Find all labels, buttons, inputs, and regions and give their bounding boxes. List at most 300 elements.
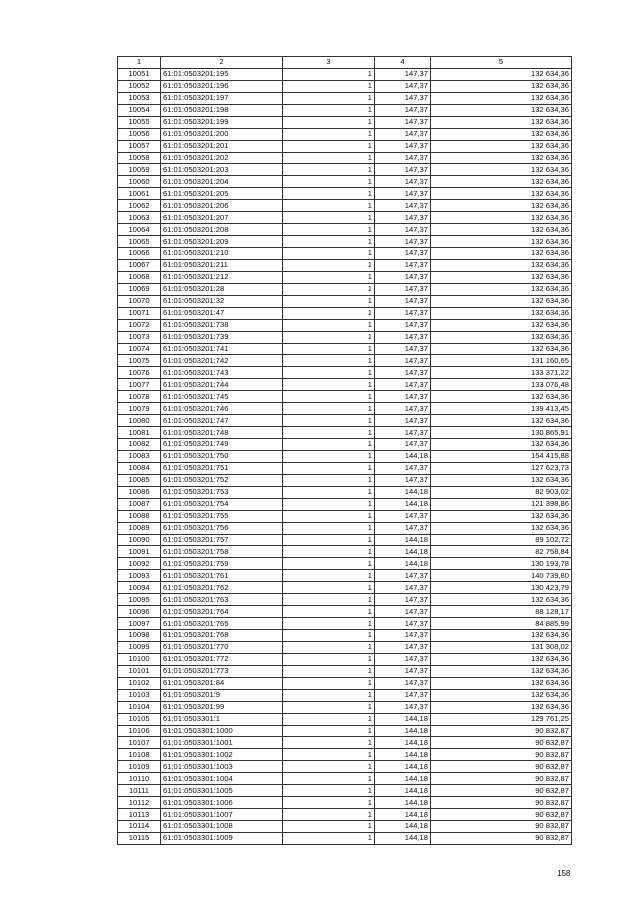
table-cell: 1	[283, 558, 375, 570]
table-cell: 84 885,99	[431, 618, 572, 630]
table-row	[118, 737, 572, 749]
table-cell: 10113	[118, 809, 161, 821]
table-cell: 1	[283, 749, 375, 761]
table-cell: 61:01:0503201:756	[161, 522, 283, 534]
table-cell: 147,37	[375, 462, 431, 474]
table-cell: 82 903,02	[431, 486, 572, 498]
table-cell: 90 832,87	[431, 725, 572, 737]
table-cell: 147,37	[375, 271, 431, 283]
table-cell: 61:01:0503201:752	[161, 474, 283, 486]
table-cell: 1	[283, 367, 375, 379]
table-cell: 147,37	[375, 582, 431, 594]
table-cell: 89 102,72	[431, 534, 572, 546]
table-row	[118, 128, 572, 140]
table-row	[118, 630, 572, 642]
table-cell: 147,37	[375, 92, 431, 104]
table-cell: 147,37	[375, 570, 431, 582]
table-cell: 147,37	[375, 653, 431, 665]
table-cell: 1	[283, 641, 375, 653]
table-cell: 144,18	[375, 832, 431, 844]
table-cell: 147,37	[375, 319, 431, 331]
table-cell: 10082	[118, 439, 161, 451]
table-cell: 132 634,36	[431, 474, 572, 486]
table-body	[118, 68, 572, 844]
table-cell: 10090	[118, 534, 161, 546]
table-cell: 147,37	[375, 188, 431, 200]
table-cell: 144,18	[375, 749, 431, 761]
table-cell: 10055	[118, 116, 161, 128]
table-cell: 61:01:0503201:745	[161, 391, 283, 403]
table-cell: 61:01:0503201:209	[161, 236, 283, 248]
table-cell: 129 761,25	[431, 713, 572, 725]
table-cell: 1	[283, 379, 375, 391]
table-cell: 61:01:0503301:1001	[161, 737, 283, 749]
table-cell: 1	[283, 594, 375, 606]
table-cell: 132 634,36	[431, 391, 572, 403]
table-cell: 61:01:0503201:746	[161, 403, 283, 415]
table-cell: 10057	[118, 140, 161, 152]
table-row	[118, 546, 572, 558]
table-cell: 10068	[118, 271, 161, 283]
table-cell: 10061	[118, 188, 161, 200]
table-cell: 144,18	[375, 773, 431, 785]
table-cell: 10060	[118, 176, 161, 188]
table-cell: 61:01:0503201:753	[161, 486, 283, 498]
table-cell: 1	[283, 653, 375, 665]
table-row	[118, 713, 572, 725]
table-row	[118, 283, 572, 295]
table-cell: 10112	[118, 797, 161, 809]
table-cell: 1	[283, 677, 375, 689]
table-cell: 10102	[118, 677, 161, 689]
table-cell: 144,18	[375, 498, 431, 510]
table-cell: 61:01:0503301:1007	[161, 809, 283, 821]
table-cell: 1	[283, 355, 375, 367]
table-row	[118, 343, 572, 355]
table-cell: 1	[283, 176, 375, 188]
table-cell: 133 076,48	[431, 379, 572, 391]
table-cell: 1	[283, 248, 375, 260]
table-cell: 144,18	[375, 821, 431, 833]
table-cell: 147,37	[375, 701, 431, 713]
table-row	[118, 248, 572, 260]
table-cell: 1	[283, 450, 375, 462]
table-cell: 10111	[118, 785, 161, 797]
table-cell: 1	[283, 665, 375, 677]
table-cell: 132 634,36	[431, 307, 572, 319]
table-cell: 144,18	[375, 450, 431, 462]
table-cell: 147,37	[375, 212, 431, 224]
table-cell: 1	[283, 92, 375, 104]
table-cell: 1	[283, 713, 375, 725]
table-cell: 132 634,36	[431, 152, 572, 164]
table-row	[118, 498, 572, 510]
table-cell: 132 634,36	[431, 665, 572, 677]
table-cell: 61:01:0503201:195	[161, 68, 283, 80]
table-cell: 10109	[118, 761, 161, 773]
table-cell: 10072	[118, 319, 161, 331]
table-cell: 90 832,87	[431, 773, 572, 785]
table-cell: 132 634,36	[431, 701, 572, 713]
table-cell: 147,37	[375, 618, 431, 630]
column-header-2: 2	[161, 57, 283, 69]
table-cell: 88 128,17	[431, 606, 572, 618]
table-cell: 147,37	[375, 68, 431, 80]
table-row	[118, 570, 572, 582]
table-cell: 10093	[118, 570, 161, 582]
table-cell: 1	[283, 570, 375, 582]
table-row	[118, 80, 572, 92]
table-cell: 1	[283, 164, 375, 176]
table-cell: 10067	[118, 259, 161, 271]
table-cell: 132 634,36	[431, 212, 572, 224]
table-cell: 147,37	[375, 307, 431, 319]
table-cell: 144,18	[375, 713, 431, 725]
table-cell: 61:01:0503201:201	[161, 140, 283, 152]
table-cell: 10053	[118, 92, 161, 104]
table-row	[118, 259, 572, 271]
table-cell: 1	[283, 832, 375, 844]
table-cell: 127 623,73	[431, 462, 572, 474]
table-cell: 1	[283, 212, 375, 224]
table-row	[118, 725, 572, 737]
table-row	[118, 367, 572, 379]
table-cell: 132 634,36	[431, 331, 572, 343]
table-row	[118, 821, 572, 833]
table-cell: 61:01:0503201:747	[161, 415, 283, 427]
table-cell: 147,37	[375, 606, 431, 618]
table-cell: 10105	[118, 713, 161, 725]
table-cell: 147,37	[375, 295, 431, 307]
table-cell: 10097	[118, 618, 161, 630]
table-cell: 1	[283, 415, 375, 427]
table-cell: 147,37	[375, 403, 431, 415]
table-cell: 61:01:0503201:748	[161, 427, 283, 439]
table-cell: 147,37	[375, 331, 431, 343]
table-row	[118, 439, 572, 451]
table-cell: 10108	[118, 749, 161, 761]
table-row	[118, 92, 572, 104]
table-cell: 132 634,36	[431, 594, 572, 606]
table-cell: 61:01:0503201:749	[161, 439, 283, 451]
table-cell: 1	[283, 188, 375, 200]
table-row	[118, 761, 572, 773]
table-cell: 1	[283, 606, 375, 618]
table-row	[118, 104, 572, 116]
table-cell: 61:01:0503201:751	[161, 462, 283, 474]
table-cell: 147,37	[375, 164, 431, 176]
table-cell: 61:01:0503201:199	[161, 116, 283, 128]
table-cell: 10096	[118, 606, 161, 618]
table-cell: 1	[283, 403, 375, 415]
table-cell: 1	[283, 725, 375, 737]
table-cell: 144,18	[375, 546, 431, 558]
table-cell: 147,37	[375, 689, 431, 701]
table-cell: 61:01:0503301:1004	[161, 773, 283, 785]
table-cell: 61:01:0503201:200	[161, 128, 283, 140]
table-cell: 10059	[118, 164, 161, 176]
table-cell: 144,18	[375, 761, 431, 773]
table-cell: 10085	[118, 474, 161, 486]
table-cell: 147,37	[375, 128, 431, 140]
table-cell: 147,37	[375, 641, 431, 653]
table-cell: 147,37	[375, 367, 431, 379]
table-cell: 147,37	[375, 80, 431, 92]
table-row	[118, 486, 572, 498]
table-row	[118, 677, 572, 689]
table-cell: 147,37	[375, 176, 431, 188]
table-cell: 10077	[118, 379, 161, 391]
table-cell: 147,37	[375, 224, 431, 236]
table-cell: 1	[283, 427, 375, 439]
table-cell: 61:01:0503201:210	[161, 248, 283, 260]
table-row	[118, 773, 572, 785]
table-cell: 132 634,36	[431, 319, 572, 331]
table-cell: 10069	[118, 283, 161, 295]
table-cell: 132 634,36	[431, 630, 572, 642]
table-cell: 147,37	[375, 427, 431, 439]
table-cell: 1	[283, 439, 375, 451]
table-cell: 61:01:0503301:1003	[161, 761, 283, 773]
table-row	[118, 797, 572, 809]
table-cell: 1	[283, 809, 375, 821]
table-cell: 10052	[118, 80, 161, 92]
table-row	[118, 319, 572, 331]
page-number: 158	[557, 869, 571, 878]
table-cell: 61:01:0503201:758	[161, 546, 283, 558]
table-cell: 10062	[118, 200, 161, 212]
table-cell: 10083	[118, 450, 161, 462]
table-cell: 61:01:0503201:772	[161, 653, 283, 665]
table-row	[118, 224, 572, 236]
table-cell: 147,37	[375, 474, 431, 486]
table-cell: 61:01:0503301:1	[161, 713, 283, 725]
table-cell: 10098	[118, 630, 161, 642]
table-cell: 147,37	[375, 391, 431, 403]
table-cell: 61:01:0503201:203	[161, 164, 283, 176]
table-cell: 147,37	[375, 677, 431, 689]
table-cell: 147,37	[375, 200, 431, 212]
table-cell: 10073	[118, 331, 161, 343]
table-row	[118, 152, 572, 164]
table-cell: 132 634,36	[431, 92, 572, 104]
table-cell: 10095	[118, 594, 161, 606]
table-cell: 132 634,36	[431, 128, 572, 140]
table-cell: 144,18	[375, 809, 431, 821]
table-cell: 144,18	[375, 737, 431, 749]
table-cell: 10054	[118, 104, 161, 116]
table-cell: 61:01:0503201:202	[161, 152, 283, 164]
table-row	[118, 200, 572, 212]
table-cell: 61:01:0503201:750	[161, 450, 283, 462]
table-cell: 61:01:0503201:47	[161, 307, 283, 319]
table-cell: 61:01:0503301:1000	[161, 725, 283, 737]
table-cell: 61:01:0503201:198	[161, 104, 283, 116]
table-cell: 132 634,36	[431, 248, 572, 260]
table-cell: 144,18	[375, 486, 431, 498]
table-cell: 132 634,36	[431, 188, 572, 200]
table-cell: 147,37	[375, 343, 431, 355]
table-cell: 61:01:0503201:739	[161, 331, 283, 343]
table-cell: 147,37	[375, 283, 431, 295]
table-cell: 10089	[118, 522, 161, 534]
table-cell: 132 634,36	[431, 283, 572, 295]
table-cell: 1	[283, 236, 375, 248]
table-cell: 61:01:0503201:744	[161, 379, 283, 391]
table-cell: 1	[283, 761, 375, 773]
table-cell: 1	[283, 618, 375, 630]
table-row	[118, 594, 572, 606]
table-cell: 61:01:0503301:1005	[161, 785, 283, 797]
table-row	[118, 391, 572, 403]
table-cell: 10088	[118, 510, 161, 522]
table-cell: 144,18	[375, 534, 431, 546]
table-cell: 61:01:0503201:99	[161, 701, 283, 713]
table-cell: 1	[283, 200, 375, 212]
table-cell: 1	[283, 319, 375, 331]
table-cell: 154 415,88	[431, 450, 572, 462]
table-cell: 132 634,36	[431, 439, 572, 451]
table-row	[118, 665, 572, 677]
table-cell: 90 832,87	[431, 821, 572, 833]
table-cell: 1	[283, 152, 375, 164]
table-cell: 144,18	[375, 725, 431, 737]
table-cell: 1	[283, 331, 375, 343]
table-cell: 1	[283, 486, 375, 498]
table-cell: 139 413,45	[431, 403, 572, 415]
table-cell: 10110	[118, 773, 161, 785]
table-row	[118, 188, 572, 200]
table-cell: 90 832,87	[431, 797, 572, 809]
table-cell: 1	[283, 307, 375, 319]
table-cell: 1	[283, 534, 375, 546]
table-row	[118, 331, 572, 343]
table-cell: 132 634,36	[431, 224, 572, 236]
table-cell: 61:01:0503201:9	[161, 689, 283, 701]
table-cell: 147,37	[375, 522, 431, 534]
table-cell: 132 634,36	[431, 510, 572, 522]
table-cell: 1	[283, 140, 375, 152]
table-row	[118, 140, 572, 152]
table-cell: 10103	[118, 689, 161, 701]
table-row	[118, 582, 572, 594]
table-cell: 61:01:0503301:1006	[161, 797, 283, 809]
table-cell: 10071	[118, 307, 161, 319]
table-row	[118, 474, 572, 486]
table-cell: 147,37	[375, 379, 431, 391]
table-cell: 132 634,36	[431, 104, 572, 116]
table-row	[118, 116, 572, 128]
header-row	[118, 57, 572, 69]
table-cell: 61:01:0503201:206	[161, 200, 283, 212]
table-cell: 90 832,87	[431, 785, 572, 797]
table-row	[118, 212, 572, 224]
table-cell: 1	[283, 797, 375, 809]
table-row	[118, 450, 572, 462]
table-cell: 132 634,36	[431, 116, 572, 128]
table-row	[118, 379, 572, 391]
table-cell: 61:01:0503201:197	[161, 92, 283, 104]
table-cell: 61:01:0503201:741	[161, 343, 283, 355]
table-cell: 1	[283, 80, 375, 92]
table-cell: 147,37	[375, 665, 431, 677]
table-cell: 130 423,79	[431, 582, 572, 594]
table-cell: 130 193,78	[431, 558, 572, 570]
data-table	[117, 56, 572, 845]
table-cell: 132 634,36	[431, 677, 572, 689]
table-row	[118, 236, 572, 248]
table-cell: 147,37	[375, 248, 431, 260]
table-cell: 132 634,36	[431, 415, 572, 427]
table-cell: 10104	[118, 701, 161, 713]
table-cell: 10066	[118, 248, 161, 260]
table-cell: 10099	[118, 641, 161, 653]
table-row	[118, 558, 572, 570]
table-row	[118, 176, 572, 188]
table-cell: 1	[283, 582, 375, 594]
table-cell: 147,37	[375, 140, 431, 152]
table-row	[118, 749, 572, 761]
table-cell: 10087	[118, 498, 161, 510]
table-cell: 132 634,36	[431, 259, 572, 271]
table-cell: 1	[283, 785, 375, 797]
table-cell: 90 832,87	[431, 749, 572, 761]
table-row	[118, 534, 572, 546]
table-cell: 10058	[118, 152, 161, 164]
table-cell: 1	[283, 128, 375, 140]
table-cell: 10091	[118, 546, 161, 558]
table-cell: 132 634,36	[431, 522, 572, 534]
table-cell: 147,37	[375, 116, 431, 128]
table-cell: 61:01:0503201:764	[161, 606, 283, 618]
table-cell: 10084	[118, 462, 161, 474]
table-cell: 61:01:0503201:205	[161, 188, 283, 200]
table-cell: 132 634,36	[431, 271, 572, 283]
table-cell: 61:01:0503201:743	[161, 367, 283, 379]
table-cell: 10094	[118, 582, 161, 594]
table-cell: 61:01:0503201:28	[161, 283, 283, 295]
table-cell: 1	[283, 701, 375, 713]
table-cell: 90 832,87	[431, 761, 572, 773]
table-cell: 10051	[118, 68, 161, 80]
table-cell: 61:01:0503201:204	[161, 176, 283, 188]
table-cell: 1	[283, 259, 375, 271]
table-cell: 61:01:0503201:755	[161, 510, 283, 522]
table-cell: 1	[283, 546, 375, 558]
table-cell: 61:01:0503201:763	[161, 594, 283, 606]
table-cell: 147,37	[375, 594, 431, 606]
table-cell: 90 832,87	[431, 809, 572, 821]
table-cell: 61:01:0503201:32	[161, 295, 283, 307]
table-cell: 10076	[118, 367, 161, 379]
table-cell: 61:01:0503201:773	[161, 665, 283, 677]
table-row	[118, 785, 572, 797]
table-cell: 132 634,36	[431, 653, 572, 665]
table-row	[118, 832, 572, 844]
table-row	[118, 164, 572, 176]
table-cell: 61:01:0503201:742	[161, 355, 283, 367]
table-cell: 61:01:0503201:768	[161, 630, 283, 642]
table-cell: 147,37	[375, 236, 431, 248]
table-cell: 10106	[118, 725, 161, 737]
table-cell: 10114	[118, 821, 161, 833]
table-row	[118, 415, 572, 427]
table-cell: 1	[283, 522, 375, 534]
table-cell: 147,37	[375, 510, 431, 522]
table-cell: 61:01:0503201:196	[161, 80, 283, 92]
column-header-4: 4	[375, 57, 431, 69]
table-cell: 1	[283, 224, 375, 236]
